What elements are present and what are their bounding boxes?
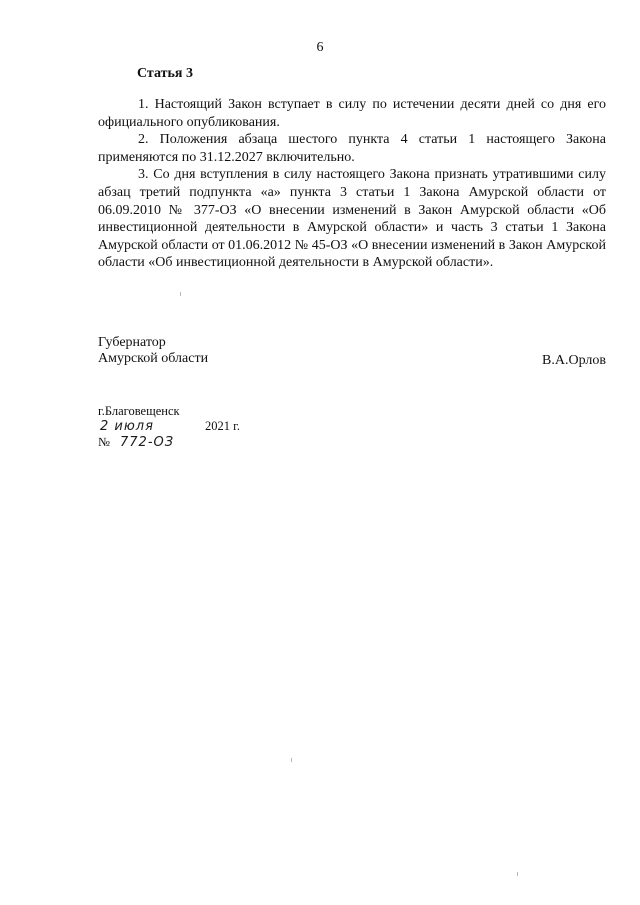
signatory-position: Губернатор: [98, 335, 166, 350]
year-text: 2021 г.: [205, 419, 240, 433]
signatory-name: В.А.Орлов: [542, 353, 606, 368]
paragraph-2: 2. Положения абзаца шестого пункта 4 статьи 1 настоящего Закона применяются по 31.12.2027 включительно.: [98, 132, 606, 165]
city-name: г.Благовещенск: [98, 404, 180, 418]
scan-speck: [180, 292, 181, 296]
paragraph-3: 3. Со дня вступления в силу настоящего Закона признать утратившими силу абзац третий подпункта «а» пункта 3 статьи 1 Закона Амурской области от 06.09.2010 № 377-ОЗ «О внесении изменений в Закон Амурской области «Об инвестиционной деятельности в Амурской области» и часть 3 статьи 1 Закона Амурской области от 01.06.2012 № 45-ОЗ «О внесении изменений в Закон Амурской области «Об инвестиционной деятельности в Амурской области».: [98, 167, 606, 271]
paragraph-1: 1. Настоящий Закон вступает в силу по истечении десяти дней со дня его официального опубликования.: [98, 97, 606, 130]
signature-block: [98, 335, 606, 369]
article-body: [98, 96, 606, 272]
signatory-region: Амурской области: [98, 351, 209, 366]
scan-speck: [517, 872, 518, 876]
place-date-block: [98, 404, 240, 451]
handwritten-date: 2 июля: [100, 419, 154, 434]
date-row: [98, 419, 240, 435]
scan-speck: [291, 758, 292, 762]
signature-row: [98, 351, 606, 369]
handwritten-law-number: 772-ОЗ: [120, 435, 175, 450]
number-sign: №: [98, 435, 110, 449]
page-number: 6: [316, 40, 324, 55]
article-title: Статья 3: [137, 66, 193, 81]
law-number-row: [98, 435, 180, 451]
